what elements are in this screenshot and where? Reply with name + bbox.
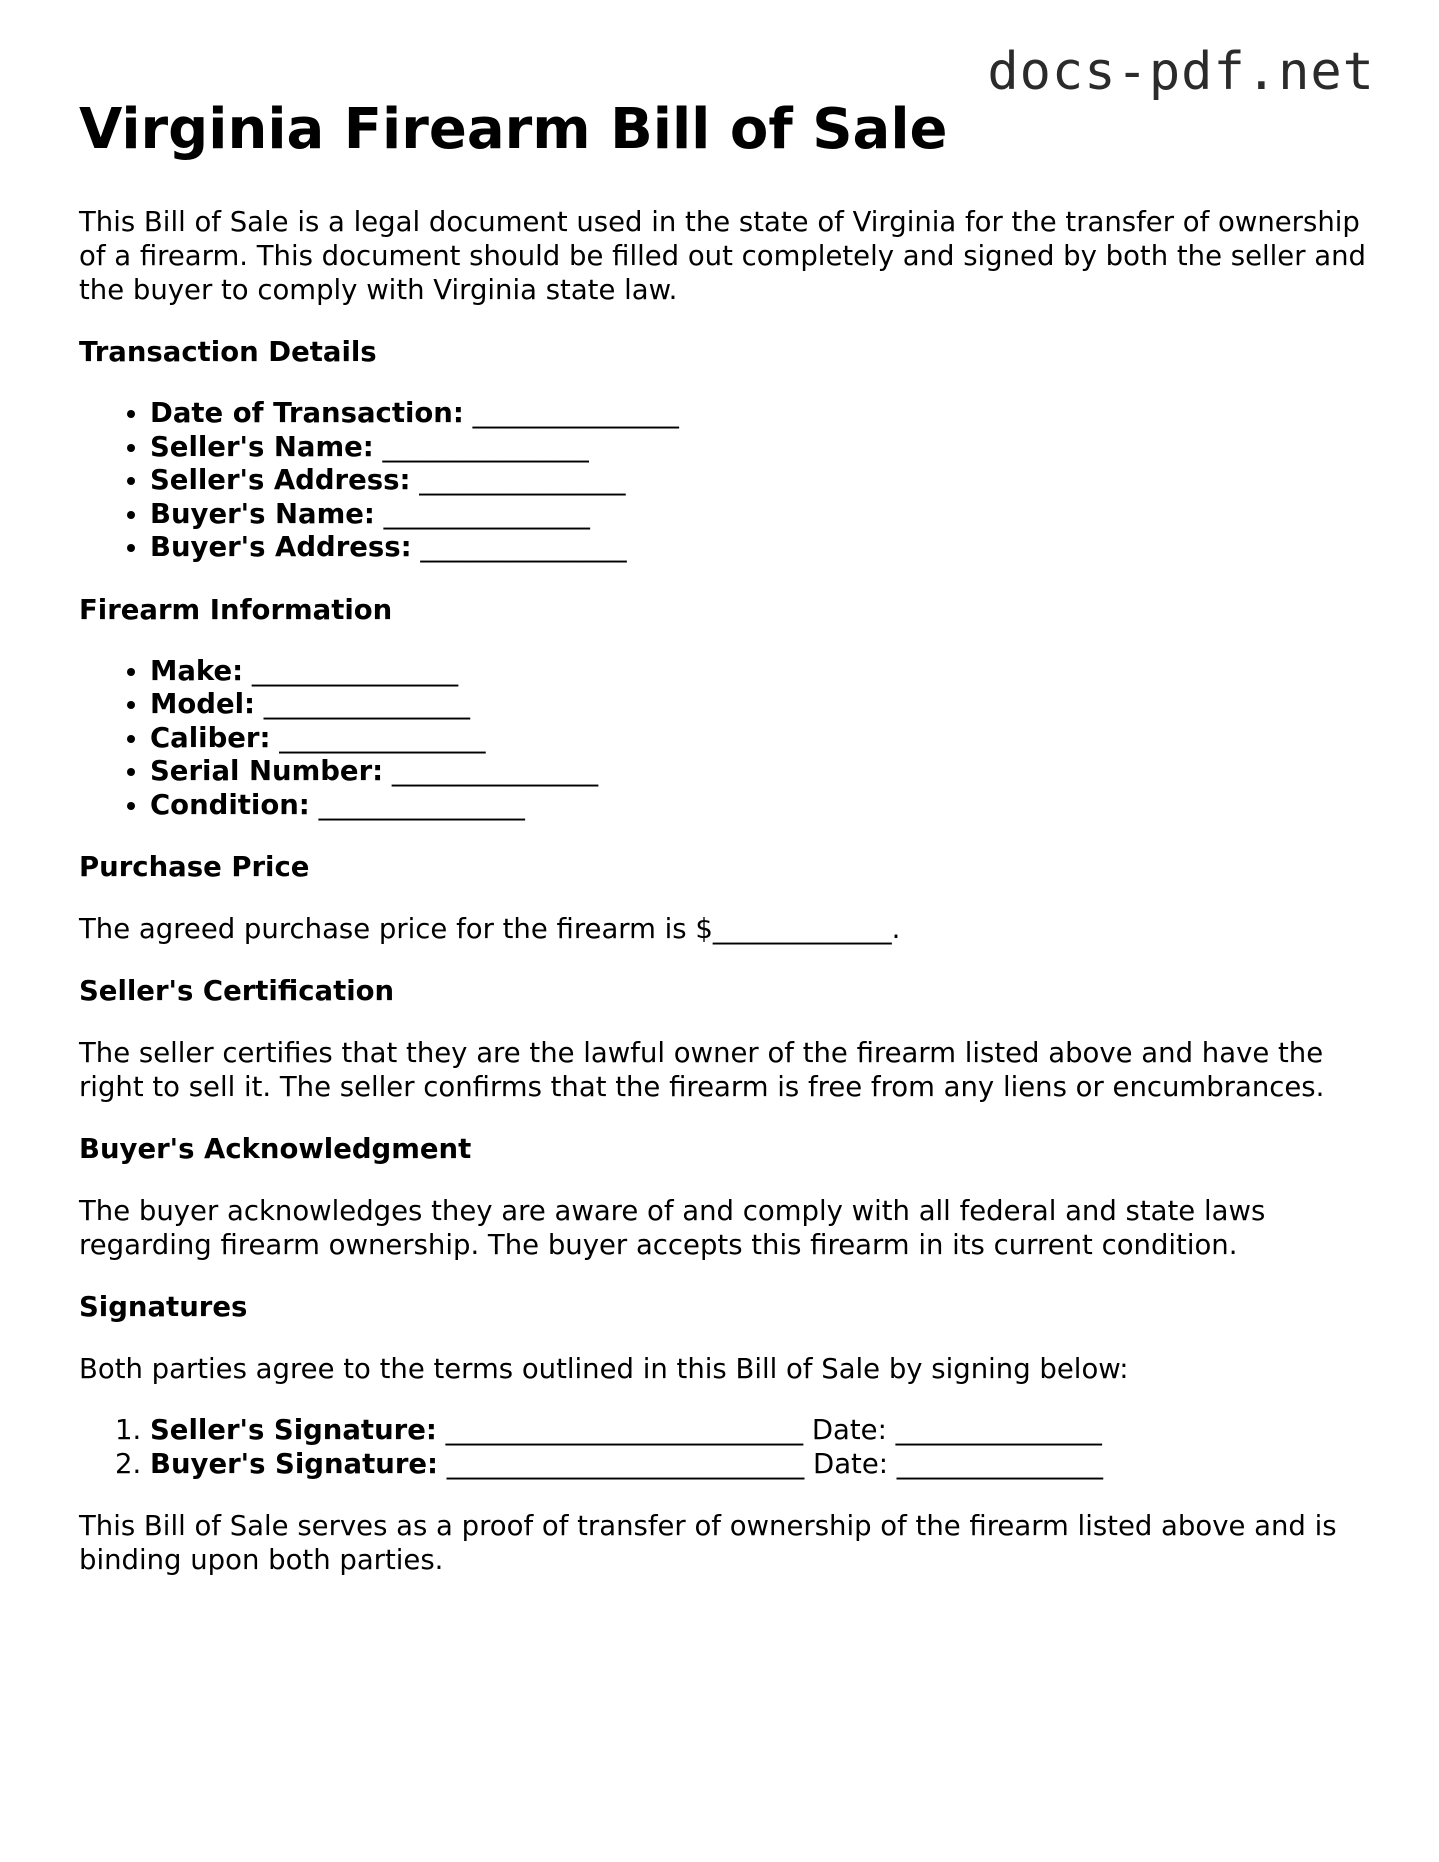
watermark: docs-pdf.net [987,42,1375,102]
firearm-heading: Firearm Information [79,593,393,626]
blank-line: _______________ [251,654,459,687]
field-seller-name [150,431,1369,465]
blank-line: _______________ [420,531,627,564]
field-label: Make: [150,654,244,687]
document-title: Virginia Firearm Bill of Sale [79,97,948,162]
blank-line: _______________ [472,397,679,430]
blank-line: _______________ [318,788,525,821]
signatures-heading: Signatures [79,1291,248,1324]
field-buyer-address [150,531,1369,565]
field-label: Seller's Signature: [150,1414,437,1447]
closing-paragraph: This Bill of Sale serves as a proof of transfer of ownership of the firearm listed above and is binding upon both parties. [79,1510,1337,1577]
blank-line: __________________________ [445,1414,804,1447]
blank-line: _______________ [391,755,599,788]
transaction-list [79,397,1369,565]
blank-line: _______________ [895,1414,1102,1447]
field-label: Caliber: [150,721,271,754]
date-label: Date: [813,1447,889,1480]
signatures-intro: Both parties agree to the terms outlined in this Bill of Sale by signing below: [79,1353,1129,1386]
field-label: Buyer's Address: [150,531,412,564]
date-label: Date: [811,1414,887,1447]
field-serial-number [150,755,1369,789]
blank-line: _______________ [382,430,589,463]
firearm-list [79,655,1369,823]
field-label: Buyer's Name: [150,497,375,530]
blank-line: _______________ [279,721,486,754]
signatures-list [79,1414,1369,1481]
blank-line: __________________________ [446,1447,805,1480]
blank-line: _______________ [419,464,626,497]
field-label: Date of Transaction: [150,397,464,430]
field-label: Serial Number: [150,755,384,788]
blank-line: _______________ [383,497,590,530]
field-label: Seller's Address: [150,464,411,497]
buyer-acknowledgment-heading: Buyer's Acknowledgment [79,1133,472,1166]
field-condition [150,789,1369,823]
field-label: Seller's Name: [150,430,374,463]
blank-line: _______________ [896,1447,1104,1480]
price-heading: Purchase Price [79,851,310,884]
blank-line: _______________ [263,688,471,721]
field-make [150,655,1369,689]
buyer-acknowledgment-paragraph: The buyer acknowledges they are aware of and comply with all federal and state laws regarding firearm ownership. The buyer accepts this firearm in its current condition. [79,1195,1266,1262]
seller-certification-paragraph: The seller certifies that they are the lawful owner of the firearm listed above and have the right to sell it. The seller confirms that the firearm is free from any liens or encumbrances. [79,1037,1325,1104]
document-page [79,96,1369,1605]
field-buyer-name [150,498,1369,532]
buyer-signature-line [150,1448,1369,1482]
field-label: Model: [150,688,256,721]
field-caliber [150,722,1369,756]
price-paragraph: The agreed purchase price for the firearm is $_____________. [79,913,901,946]
field-label: Buyer's Signature: [150,1447,439,1480]
intro-paragraph: This Bill of Sale is a legal document used in the state of Virginia for the transfer of ownership of a firearm. This document should be filled out completely and signed by both the seller and the buyer to comply with Virginia state law. [79,206,1366,307]
seller-certification-heading: Seller's Certification [79,975,395,1008]
field-seller-address [150,464,1369,498]
transaction-heading: Transaction Details [79,336,377,369]
field-date-of-transaction [150,397,1369,431]
seller-signature-line [150,1414,1369,1448]
field-model [150,688,1369,722]
field-label: Condition: [150,788,310,821]
